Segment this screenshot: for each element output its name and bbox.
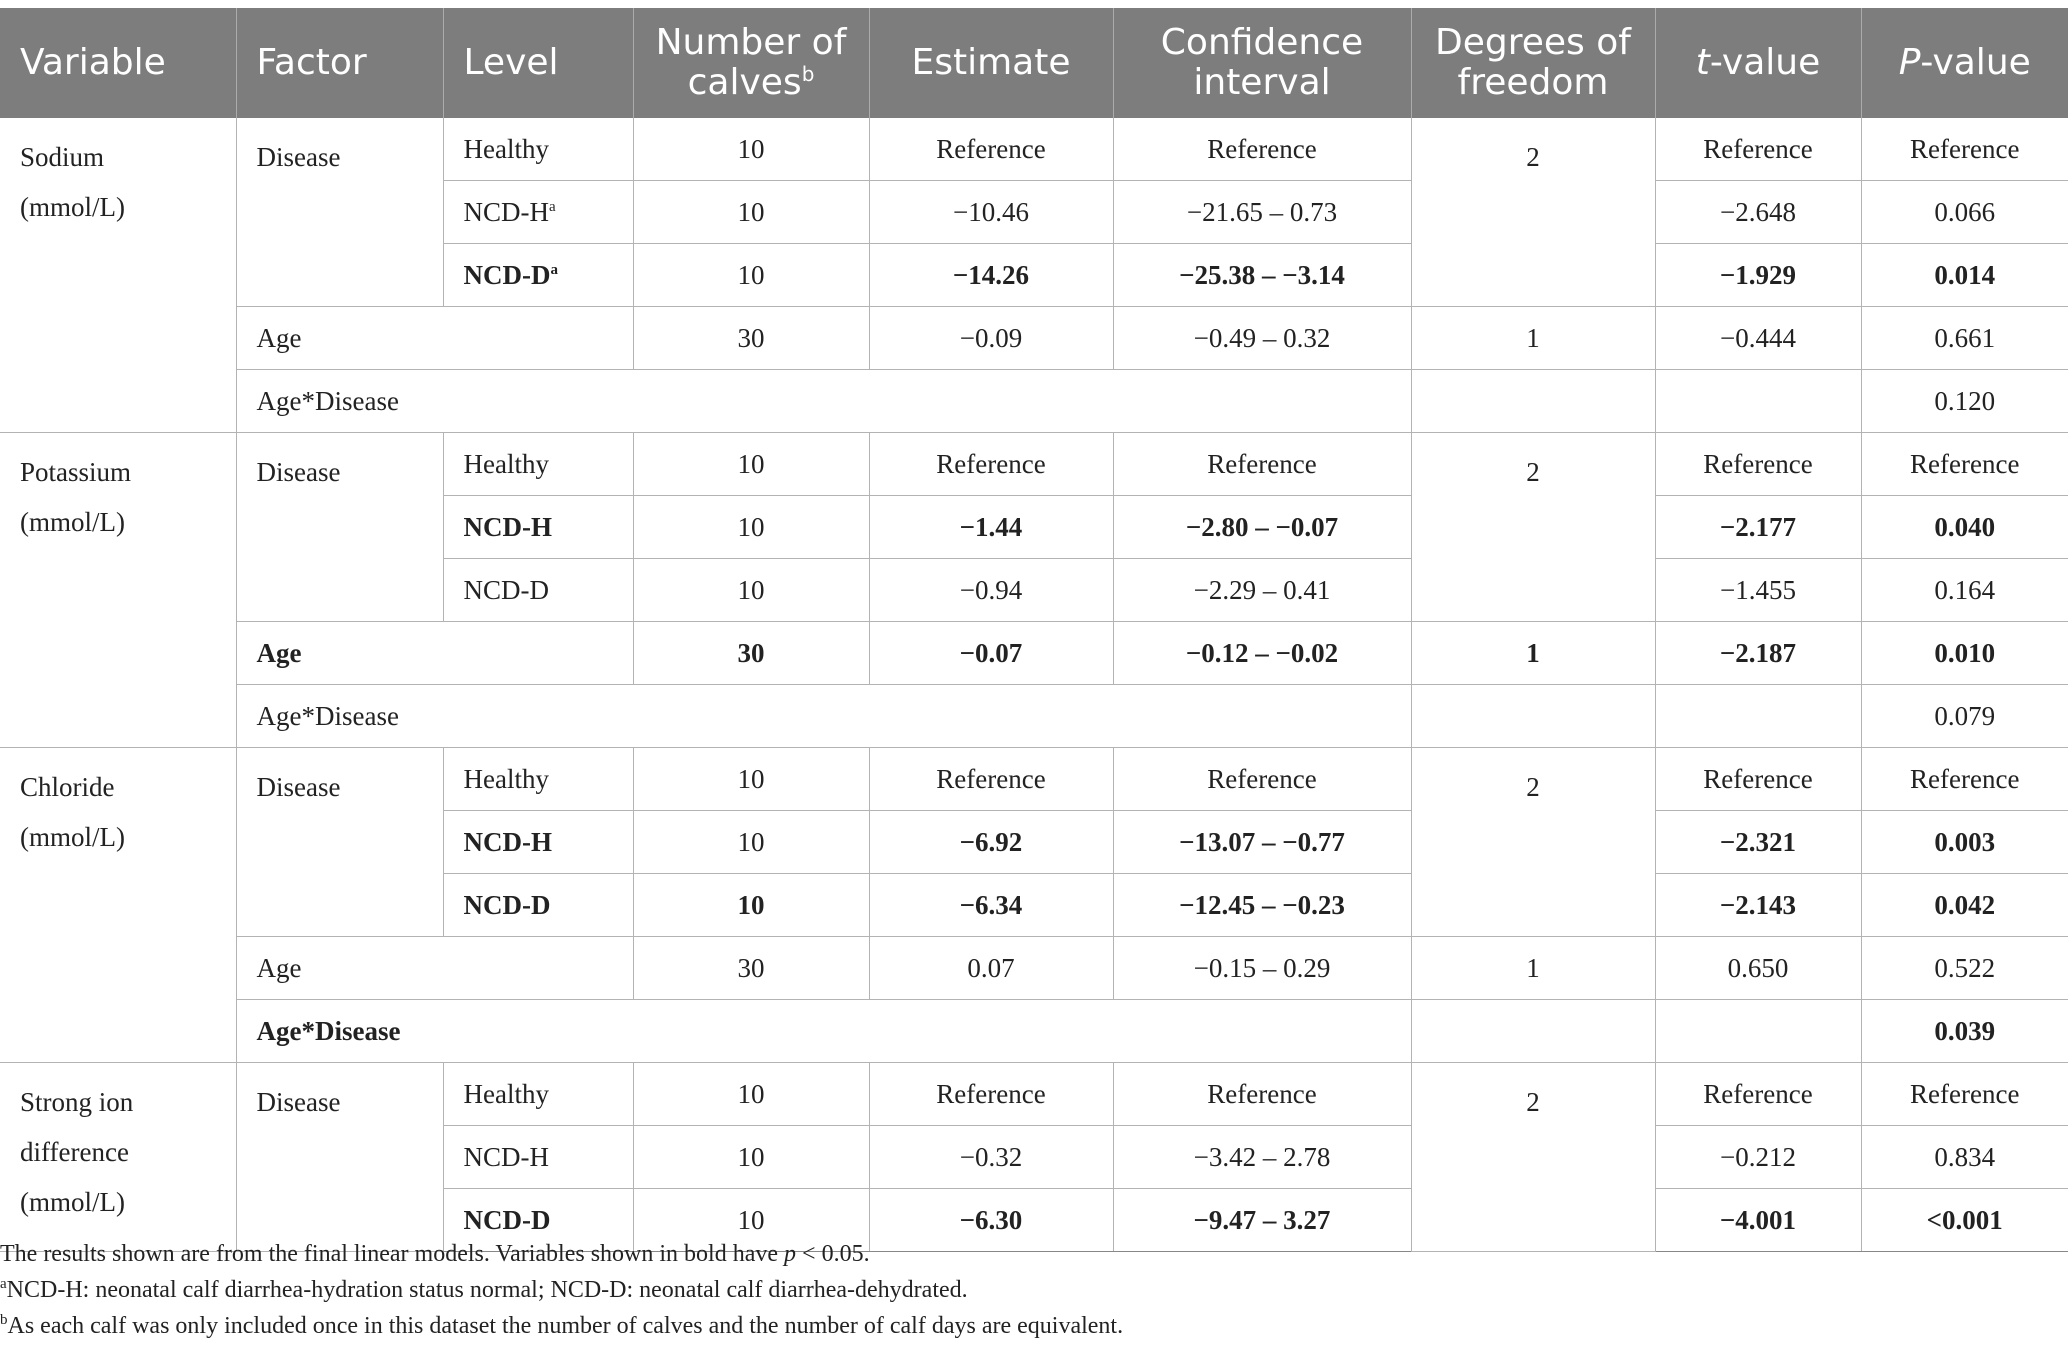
estimate-cell: −6.34	[869, 874, 1113, 937]
footnote-a: $^a$NCD-H: neonatal calf diarrhea-hydration status normal; NCD-D: neonatal calf diarrhea-dehydrated.	[0, 1276, 968, 1303]
header-p-value: P-value	[1861, 8, 2068, 118]
p-cell: 0.040	[1861, 496, 2068, 559]
age-cell: Age	[236, 937, 633, 1000]
ci-cell: −2.29 – 0.41	[1113, 559, 1411, 622]
table-row	[0, 433, 2068, 496]
ci-cell: −25.38 – −3.14	[1113, 244, 1411, 307]
level-cell: NCD-H	[443, 811, 633, 874]
p-cell: 0.079	[1861, 685, 2068, 748]
ci-cell: −21.65 – 0.73	[1113, 181, 1411, 244]
estimate-cell: Reference	[869, 1063, 1113, 1126]
table-row	[0, 1063, 2068, 1126]
t-cell: −1.929	[1655, 244, 1861, 307]
estimate-cell: −14.26	[869, 244, 1113, 307]
calves-cell: 10	[633, 1126, 869, 1189]
variable-cell: Potassium (mmol/L)	[0, 433, 236, 748]
p-cell: Reference	[1861, 748, 2068, 811]
variable-cell: Chloride (mmol/L)	[0, 748, 236, 1063]
p-cell: 0.014	[1861, 244, 2068, 307]
level-cell: Healthy	[443, 118, 633, 181]
calves-cell: 10	[633, 496, 869, 559]
level-cell: NCD-H	[443, 496, 633, 559]
factor-cell: Disease	[236, 1063, 443, 1252]
level-cell: Healthy	[443, 433, 633, 496]
ci-cell: Reference	[1113, 748, 1411, 811]
age-cell: Age	[236, 307, 633, 370]
footnote-bold-explanation: The results shown are from the final linear models. Variables shown in bold have p < 0.05.	[0, 1241, 870, 1267]
calves-cell: 30	[633, 622, 869, 685]
header-variable: Variable	[0, 8, 236, 118]
t-cell: Reference	[1655, 1063, 1861, 1126]
calves-cell: 10	[633, 433, 869, 496]
ci-cell: −9.47 – 3.27	[1113, 1189, 1411, 1252]
t-cell: −4.001	[1655, 1189, 1861, 1252]
empty-cell	[1411, 685, 1655, 748]
footnote-b: $^b$As each calf was only included once in this dataset the number of calves and the number of calf days are equivalent.	[0, 1312, 1124, 1339]
calves-cell: 10	[633, 811, 869, 874]
p-cell: 0.066	[1861, 181, 2068, 244]
table-row	[0, 685, 2068, 748]
table-row	[0, 748, 2068, 811]
t-cell: −2.187	[1655, 622, 1861, 685]
table-row	[0, 622, 2068, 685]
t-cell: −1.455	[1655, 559, 1861, 622]
variable-cell: Sodium (mmol/L)	[0, 118, 236, 433]
calves-cell: 10	[633, 181, 869, 244]
calves-cell: 30	[633, 937, 869, 1000]
p-cell: 0.834	[1861, 1126, 2068, 1189]
header-t-value: t-value	[1655, 8, 1861, 118]
level-cell: Healthy	[443, 1063, 633, 1126]
estimate-cell: Reference	[869, 748, 1113, 811]
t-cell: Reference	[1655, 118, 1861, 181]
ci-cell: Reference	[1113, 118, 1411, 181]
ci-cell: −0.49 – 0.32	[1113, 307, 1411, 370]
calves-cell: 10	[633, 874, 869, 937]
estimate-cell: −1.44	[869, 496, 1113, 559]
header-degrees-of-freedom: Degrees of freedom	[1411, 8, 1655, 118]
t-cell: −2.648	[1655, 181, 1861, 244]
footnote-b-marker: b	[801, 62, 815, 86]
calves-cell: 10	[633, 118, 869, 181]
estimate-cell: −6.92	[869, 811, 1113, 874]
calves-cell: 10	[633, 244, 869, 307]
header-number-of-calves: Number of calves$^b$	[633, 8, 869, 118]
level-cell: Healthy	[443, 748, 633, 811]
level-cell: NCD-D	[443, 559, 633, 622]
level-cell: NCD-$D^a$	[443, 244, 633, 307]
ci-cell: Reference	[1113, 1063, 1411, 1126]
level-cell: NCD-D	[443, 1189, 633, 1252]
p-cell: 0.522	[1861, 937, 2068, 1000]
footnote-a-marker: a	[550, 261, 558, 278]
estimate-cell: −0.09	[869, 307, 1113, 370]
calves-cell: 10	[633, 559, 869, 622]
p-cell: 0.003	[1861, 811, 2068, 874]
empty-cell	[1411, 370, 1655, 433]
table-row	[0, 370, 2068, 433]
t-cell: −0.444	[1655, 307, 1861, 370]
table-row	[0, 307, 2068, 370]
df-cell: 1	[1411, 937, 1655, 1000]
empty-cell	[1411, 1000, 1655, 1063]
df-cell: 2	[1411, 118, 1655, 307]
ci-cell: −0.15 – 0.29	[1113, 937, 1411, 1000]
table-footnotes	[0, 1236, 2040, 1344]
interaction-cell: Age*Disease	[236, 370, 1411, 433]
t-cell: 0.650	[1655, 937, 1861, 1000]
ci-cell: −3.42 – 2.78	[1113, 1126, 1411, 1189]
interaction-cell: Age*Disease	[236, 1000, 1411, 1063]
level-cell: NCD-D	[443, 874, 633, 937]
factor-cell: Disease	[236, 433, 443, 622]
table-row	[0, 118, 2068, 181]
t-cell: Reference	[1655, 433, 1861, 496]
calves-cell: 10	[633, 748, 869, 811]
factor-cell: Disease	[236, 748, 443, 937]
df-cell: 1	[1411, 622, 1655, 685]
ci-cell: −13.07 – −0.77	[1113, 811, 1411, 874]
ci-cell: Reference	[1113, 433, 1411, 496]
factor-cell: Disease	[236, 118, 443, 307]
footnote-a-marker: a	[549, 198, 556, 215]
estimate-cell: −0.32	[869, 1126, 1113, 1189]
ci-cell: −0.12 – −0.02	[1113, 622, 1411, 685]
p-cell: Reference	[1861, 118, 2068, 181]
t-cell: −2.143	[1655, 874, 1861, 937]
t-cell: −2.177	[1655, 496, 1861, 559]
estimate-cell: −6.30	[869, 1189, 1113, 1252]
header-row	[0, 8, 2068, 118]
p-cell: Reference	[1861, 433, 2068, 496]
variable-cell: Strong ion difference (mmol/L)	[0, 1063, 236, 1252]
t-cell: −2.321	[1655, 811, 1861, 874]
p-cell: 0.164	[1861, 559, 2068, 622]
header-estimate: Estimate	[869, 8, 1113, 118]
p-cell: Reference	[1861, 1063, 2068, 1126]
p-cell: 0.120	[1861, 370, 2068, 433]
table-row	[0, 1000, 2068, 1063]
results-table	[0, 8, 2068, 1252]
empty-cell	[1655, 370, 1861, 433]
estimate-cell: Reference	[869, 433, 1113, 496]
estimate-cell: 0.07	[869, 937, 1113, 1000]
df-cell: 2	[1411, 748, 1655, 937]
p-cell: 0.042	[1861, 874, 2068, 937]
ci-cell: −12.45 – −0.23	[1113, 874, 1411, 937]
calves-cell: 10	[633, 1189, 869, 1252]
table-row	[0, 937, 2068, 1000]
estimate-cell: Reference	[869, 118, 1113, 181]
ci-cell: −2.80 – −0.07	[1113, 496, 1411, 559]
age-cell: Age	[236, 622, 633, 685]
empty-cell	[1655, 685, 1861, 748]
t-cell: −0.212	[1655, 1126, 1861, 1189]
header-confidence-interval: Confidence interval	[1113, 8, 1411, 118]
estimate-cell: −0.94	[869, 559, 1113, 622]
level-cell: NCD-H	[443, 1126, 633, 1189]
p-cell: 0.010	[1861, 622, 2068, 685]
header-level: Level	[443, 8, 633, 118]
estimate-cell: −10.46	[869, 181, 1113, 244]
interaction-cell: Age*Disease	[236, 685, 1411, 748]
header-factor: Factor	[236, 8, 443, 118]
t-cell: Reference	[1655, 748, 1861, 811]
p-cell: <0.001	[1861, 1189, 2068, 1252]
estimate-cell: −0.07	[869, 622, 1113, 685]
empty-cell	[1655, 1000, 1861, 1063]
calves-cell: 30	[633, 307, 869, 370]
df-cell: 2	[1411, 433, 1655, 622]
calves-cell: 10	[633, 1063, 869, 1126]
level-cell: NCD-$H^a$	[443, 181, 633, 244]
df-cell: 2	[1411, 1063, 1655, 1252]
df-cell: 1	[1411, 307, 1655, 370]
p-cell: 0.661	[1861, 307, 2068, 370]
p-cell: 0.039	[1861, 1000, 2068, 1063]
